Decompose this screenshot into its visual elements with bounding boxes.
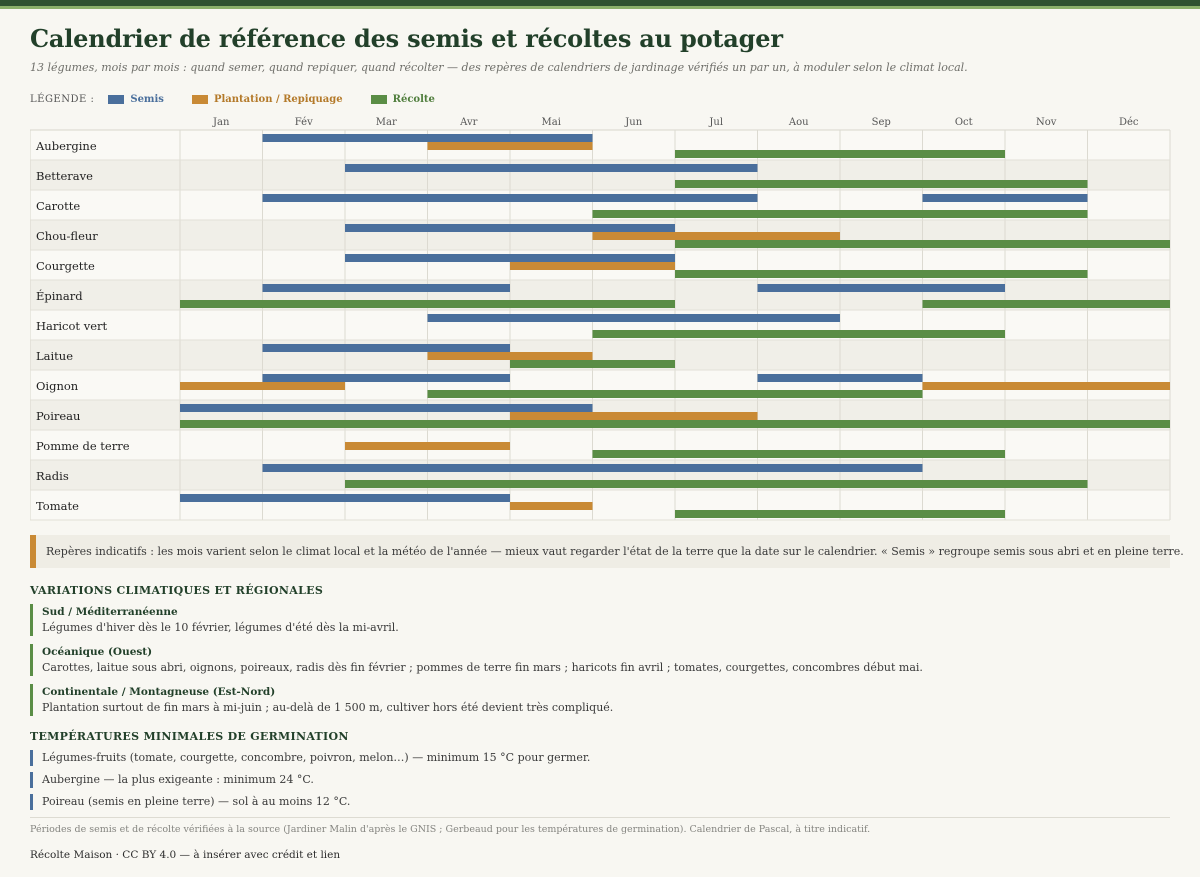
month-label: Déc [1118, 117, 1139, 128]
legend-item-semis [108, 94, 164, 105]
semis-bar [263, 134, 593, 142]
recolte-bar [593, 330, 1006, 338]
vegetable-label: Épinard [36, 289, 83, 303]
region-text: Plantation surtout de fin mars à mi-juin ; au-delà de 1 500 m, cultiver hors été devient très compliqué. [42, 701, 614, 714]
recolte-bar [675, 180, 1088, 188]
plantation-bar [428, 142, 593, 150]
top-accent-stripe [0, 6, 1200, 9]
vegetable-label: Pomme de terre [36, 439, 130, 453]
month-label: Nov [1036, 117, 1057, 128]
footer-divider [30, 817, 1170, 818]
semis-bar [263, 194, 758, 202]
semis-bar [180, 404, 593, 412]
legend [30, 92, 463, 106]
recolte-bar [675, 240, 1170, 248]
legend-label: LÉGENDE : [30, 93, 95, 105]
region-name: Continentale / Montagneuse (Est-Nord) [42, 686, 276, 698]
recolte-bar [675, 510, 1005, 518]
recolte-bar [428, 390, 923, 398]
page-title: Calendrier de référence des semis et récoltes au potager [30, 24, 783, 53]
plantation-bar [428, 352, 593, 360]
region-text: Carottes, laitue sous abri, oignons, poireaux, radis dès fin février ; pommes de terre fin mars ; haricots fin avril ; tomates, courgettes, concombres début mai. [42, 661, 923, 674]
recolte-bar [675, 270, 1088, 278]
month-label: Aou [788, 117, 809, 128]
legend-text-plantation: Plantation / Repiquage [213, 93, 343, 105]
recolte-bar [593, 210, 1088, 218]
semis-bar [180, 494, 510, 502]
vegetable-label: Radis [36, 469, 69, 483]
page-subtitle: 13 légumes, mois par mois : quand semer, quand repiquer, quand récolter — des repères de calendriers de jardinage vérifiés un par un, à moduler selon le climat local. [30, 61, 968, 74]
temperature-item: Aubergine — la plus exigeante : minimum 24 °C. [30, 772, 314, 788]
calendar-chart [30, 110, 1172, 524]
vegetable-label: Betterave [36, 169, 93, 183]
recolte-bar [923, 300, 1171, 308]
semis-bar [263, 284, 511, 292]
vegetable-label: Tomate [36, 499, 79, 513]
callout-text: Repères indicatifs : les mois varient selon le climat local et la météo de l'année — mieux vaut regarder l'état de la terre que la date sur le calendrier. « Semis » regroupe semis sous abri et en pleine terre. [46, 545, 1184, 558]
recolte-bar [675, 150, 1005, 158]
vegetable-label: Laitue [36, 349, 74, 363]
semis-bar [923, 194, 1088, 202]
plantation-bar [923, 382, 1171, 390]
source-note: Périodes de semis et de récolte vérifiées à la source (Jardiner Malin d'après le GNIS ; Gerbeaud pour les températures de germination). Calendrier de Pascal, à titre indicatif. [30, 824, 871, 835]
plantation-bar [593, 232, 841, 240]
month-label: Oct [954, 117, 973, 128]
vegetable-label: Aubergine [36, 139, 97, 153]
plantation-bar [510, 502, 593, 510]
month-label: Jan [213, 117, 230, 128]
region-continentale [30, 684, 613, 716]
recolte-bar [180, 300, 675, 308]
legend-text-recolte: Récolte [392, 93, 435, 105]
region-text: Légumes d'hiver dès le 10 février, légumes d'été dès la mi-avril. [42, 621, 399, 634]
month-label: Mai [541, 117, 561, 128]
semis-bar [263, 464, 923, 472]
recolte-bar [510, 360, 675, 368]
vegetable-label: Courgette [36, 259, 95, 273]
vegetable-label: Poireau [36, 409, 81, 423]
temperature-item: Poireau (semis en pleine terre) — sol à au moins 12 °C. [30, 794, 350, 810]
region-sud [30, 604, 399, 636]
semis-bar [428, 314, 841, 322]
legend-item-plantation [192, 94, 343, 105]
credit-line: Récolte Maison · CC BY 4.0 — à insérer avec crédit et lien [30, 849, 341, 861]
temperature-item: Légumes-fruits (tomate, courgette, concombre, poivron, melon…) — minimum 15 °C pour germer. [30, 750, 590, 766]
semis-bar [345, 164, 758, 172]
semis-bar [758, 374, 923, 382]
plantation-bar [510, 262, 675, 270]
semis-bar [345, 224, 675, 232]
month-label: Fév [294, 117, 313, 128]
temperatures-title: TEMPÉRATURES MINIMALES DE GERMINATION [30, 730, 349, 743]
callout-note [30, 535, 1184, 568]
vegetable-label: Oignon [36, 379, 79, 393]
plantation-bar [180, 382, 345, 390]
vegetable-label: Haricot vert [36, 319, 108, 333]
semis-bar [263, 344, 511, 352]
region-name: Sud / Méditerranéenne [42, 606, 178, 618]
legend-swatch-plantation [192, 95, 208, 104]
month-label: Jul [709, 117, 724, 128]
vegetable-label: Carotte [36, 199, 81, 213]
legend-swatch-semis [108, 95, 124, 104]
recolte-bar [180, 420, 1170, 428]
vegetable-label: Chou-fleur [36, 229, 98, 243]
plantation-bar [345, 442, 510, 450]
legend-text-semis: Semis [130, 93, 164, 105]
month-label: Avr [460, 117, 478, 128]
semis-bar [345, 254, 675, 262]
regions-title: VARIATIONS CLIMATIQUES ET RÉGIONALES [30, 584, 324, 597]
semis-bar [263, 374, 511, 382]
month-label: Sep [871, 117, 891, 128]
legend-item-recolte [371, 94, 435, 105]
region-oceanique [30, 644, 923, 676]
recolte-bar [345, 480, 1088, 488]
semis-bar [758, 284, 1006, 292]
legend-swatch-recolte [371, 95, 387, 104]
month-label: Mar [375, 117, 397, 128]
recolte-bar [593, 450, 1006, 458]
plantation-bar [510, 412, 758, 420]
region-name: Océanique (Ouest) [42, 646, 153, 658]
month-label: Jun [625, 117, 643, 128]
